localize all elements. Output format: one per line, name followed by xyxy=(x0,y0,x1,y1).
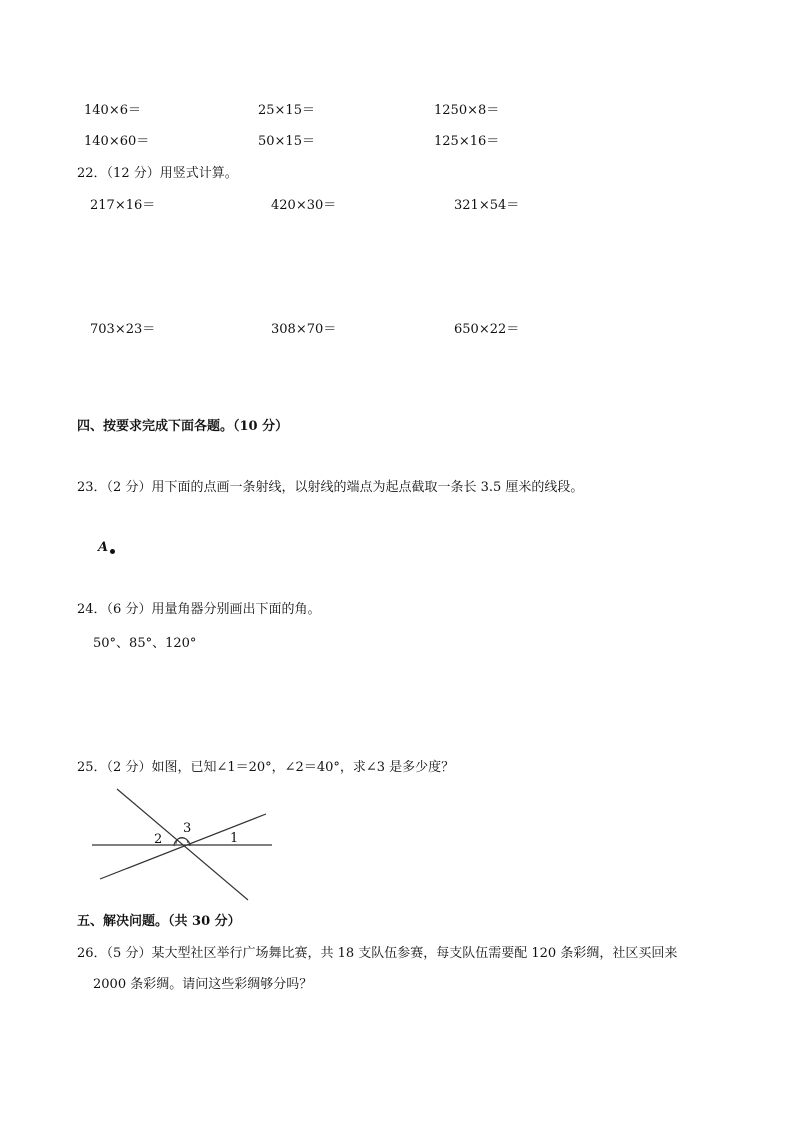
angle-figure xyxy=(90,784,275,904)
q24-angles: 50°、85°、120° xyxy=(93,636,197,651)
q22-650x22: 650×22＝ xyxy=(454,322,520,337)
section-4-title: 四、按要求完成下面各题。（10 分） xyxy=(77,419,289,434)
section-5-title: 五、解决问题。（共 30 分） xyxy=(77,914,241,929)
q26-line-2: 2000 条彩绸。请问这些彩绸够分吗？ xyxy=(93,977,313,992)
calc-1250x8: 1250×8＝ xyxy=(434,103,500,118)
point-a-label: A xyxy=(98,540,109,555)
calc-25x15: 25×15＝ xyxy=(258,103,315,118)
q24-title: 24．（6 分）用量角器分别画出下面的角。 xyxy=(77,602,321,617)
q22-703x23: 703×23＝ xyxy=(90,322,156,337)
point-a-dot xyxy=(110,549,115,554)
calc-140x60: 140×60＝ xyxy=(84,134,150,149)
q22-420x30: 420×30＝ xyxy=(271,198,337,213)
q26-line-1: 26．（5 分）某大型社区举行广场舞比赛，共 18 支队伍参赛，每支队伍需要配 120 条彩绸，社区买回来 xyxy=(77,946,678,961)
q22-308x70: 308×70＝ xyxy=(271,322,337,337)
calc-125x16: 125×16＝ xyxy=(434,134,500,149)
q22-217x16: 217×16＝ xyxy=(90,198,156,213)
q22-321x54: 321×54＝ xyxy=(454,198,520,213)
angle-3-label: 3 xyxy=(183,821,192,836)
angle-1-label: 1 xyxy=(230,831,239,846)
q23-title: 23．（2 分）用下面的点画一条射线，以射线的端点为起点截取一条长 3.5 厘米的线段。 xyxy=(77,480,584,495)
q22-title: 22．（12 分）用竖式计算。 xyxy=(77,166,238,181)
calc-140x6: 140×6＝ xyxy=(84,103,141,118)
calc-50x15: 50×15＝ xyxy=(258,134,315,149)
angle-2-label: 2 xyxy=(154,832,163,847)
q25-title: 25．（2 分）如图，已知∠1＝20°，∠2＝40°，求∠3 是多少度？ xyxy=(77,760,455,775)
